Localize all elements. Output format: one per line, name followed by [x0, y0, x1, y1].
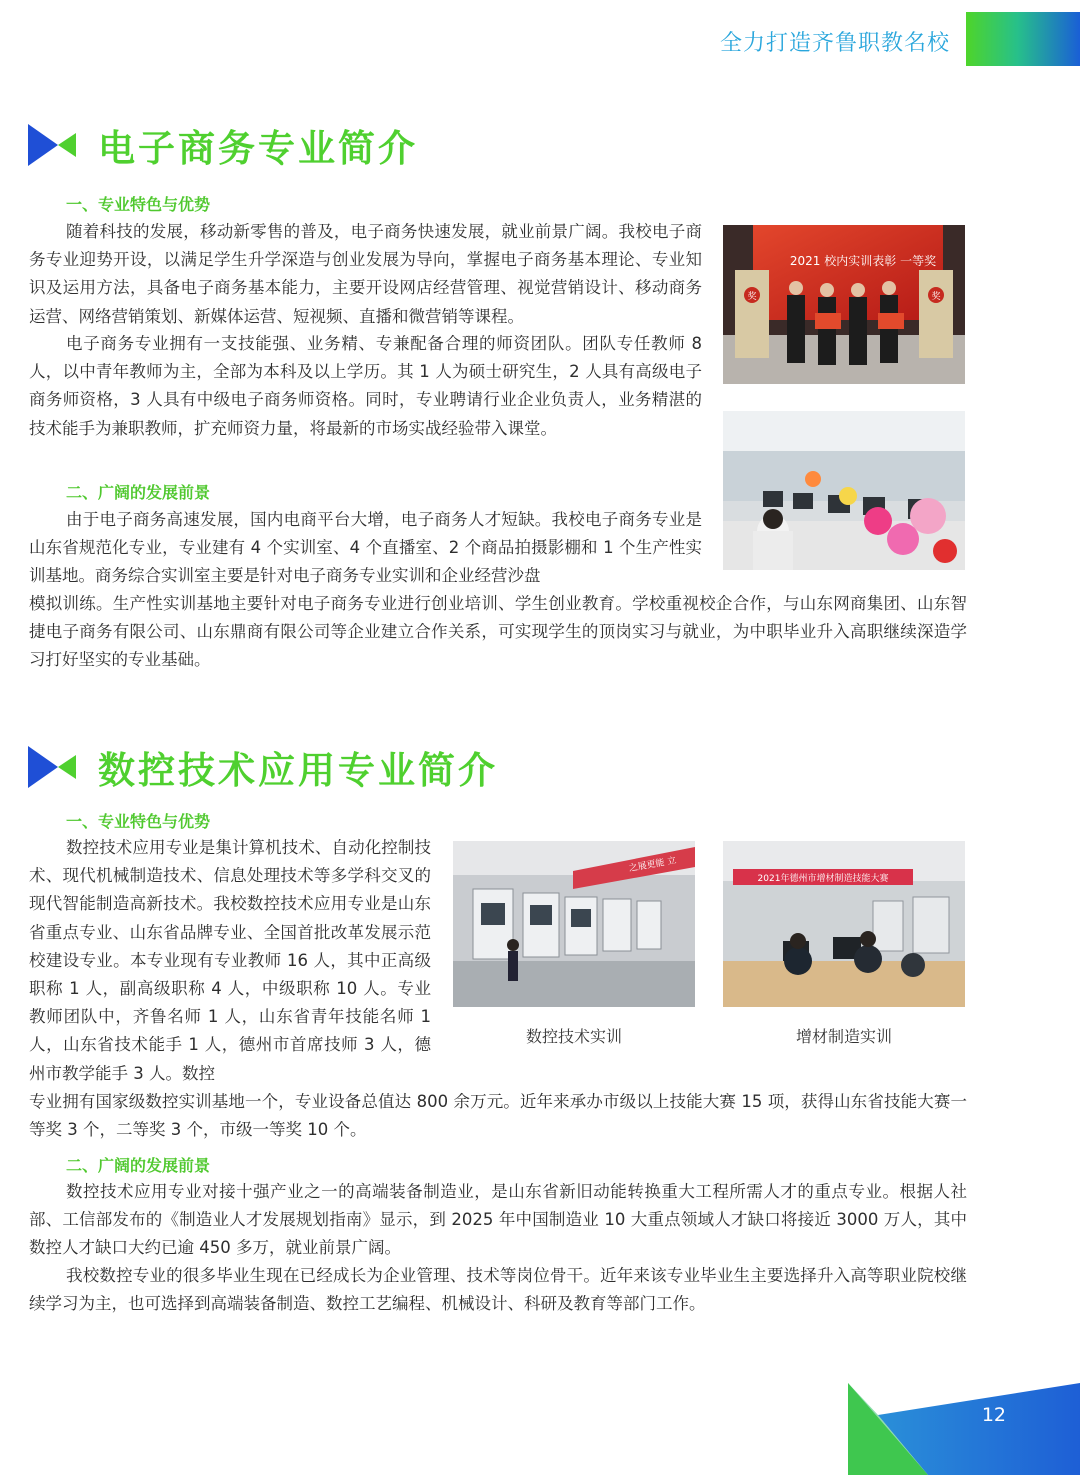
- page-number: 12: [981, 1404, 1006, 1426]
- paragraph: 我校数控专业的很多毕业生现在已经成长为企业管理、技术等岗位骨干。近年来该专业毕业生主要选择升入高等职业院校继续学习为主，也可选择到高端装备制造、数控工艺编程、机械设计、科研及教育等部门工作。: [29, 1266, 967, 1314]
- subheading-prospects: 二、广阔的发展前景: [66, 1156, 211, 1175]
- paragraph: 由于电子商务高速发展，国内电商平台大增，电子商务人才短缺。我校电子商务专业是山东省规范化专业，专业建有 4 个实训室、4 个直播室、2 个商品拍摄影棚和 1 个生产性实训基地。商务综合实训室主要是针对电子商务专业实训和企业经营沙盘: [29, 510, 702, 586]
- photo-caption: 增材制造实训: [795, 1027, 892, 1046]
- paragraph: 数控技术应用专业对接十强产业之一的高端装备制造业，是山东省新旧动能转换重大工程所需人才的重点专业。根据人社部、工信部发布的《制造业人才发展规划指南》显示，到 2025 年中国制造业 10 大重点领域人才缺口将接近 3000 万人，其中数控人才缺口大约已逾 450 多万，就业前景广阔。: [29, 1182, 967, 1258]
- subheading-features: 一、专业特色与优势: [66, 812, 211, 831]
- section-title-ecommerce: [28, 118, 418, 172]
- svg-text:2021 校内实训表彰 一等奖: 2021 校内实训表彰 一等奖: [789, 254, 937, 268]
- svg-text:2021年德州市增材制造技能大赛: 2021年德州市增材制造技能大赛: [757, 874, 889, 884]
- photo-award-ceremony: [723, 225, 965, 384]
- svg-text:奖: 奖: [747, 292, 757, 302]
- subheading-features: 一、专业特色与优势: [66, 195, 211, 214]
- play-arrow-icon: [28, 124, 76, 166]
- svg-text:之展更能 立: 之展更能 立: [628, 855, 678, 875]
- paragraph: 专业拥有国家级数控实训基地一个，专业设备总值达 800 余万元。近年来承办市级以上技能大赛 15 项，获得山东省技能大赛一等奖 3 个，二等奖 3 个，市级一等奖 10 个。: [29, 1092, 967, 1140]
- header-gradient-bar: [966, 12, 1080, 66]
- photo-caption: 数控技术实训: [525, 1027, 622, 1046]
- paragraph: 数控技术应用专业是集计算机技术、自动化控制技术、现代机械制造技术、信息处理技术等多学科交叉的现代智能制造高新技术。我校数控技术应用专业是山东省重点专业、山东省品牌专业、全国首批改革发展示范校建设专业。本专业现有专业教师 16 人，其中正高级职称 1 人，副高级职称 4 人，中级职称 10 人。专业教师团队中，齐鲁名师 1 人，山东省青年技能名师 1 人，山东省技术能手 1 人，德州市首席技师 3 人，德州市教学能手 3 人。数控: [29, 838, 431, 1083]
- play-arrow-icon: [28, 746, 76, 788]
- section-title-cnc: [28, 740, 498, 794]
- photo-training-classroom: [723, 411, 965, 570]
- subheading-prospects: 二、广阔的发展前景: [66, 483, 211, 502]
- photo-additive-manufacturing: [723, 841, 965, 1007]
- paragraph: 随着科技的发展，移动新零售的普及，电子商务快速发展，就业前景广阔。我校电子商务专业迎势开设，以满足学生升学深造与创业发展为导向，掌握电子商务基本理论、专业知识及运用方法，具备电子商务基本能力，主要开设网店经营管理、视觉营销设计、移动商务运营、网络营销策划、新媒体运营、短视频、直播和微营销等课程。: [29, 222, 702, 326]
- paragraph: 模拟训练。生产性实训基地主要针对电子商务专业进行创业培训、学生创业教育。学校重视校企合作，与山东网商集团、山东智捷电子商务有限公司、山东鼎商有限公司等企业建立合作关系，可实现学生的顶岗实习与就业，为中职毕业升入高职继续深造学习打好坚实的专业基础。: [29, 594, 967, 670]
- section-title-text: 电子商务专业简介: [98, 127, 418, 170]
- svg-text:奖: 奖: [931, 292, 941, 302]
- section-title-text: 数控技术应用专业简介: [98, 749, 498, 792]
- footer-corner-decoration: [848, 1383, 1080, 1475]
- photo-cnc-training: [453, 841, 695, 1007]
- header-slogan: 全力打造齐鲁职教名校: [719, 31, 950, 56]
- paragraph: 电子商务专业拥有一支技能强、业务精、专兼配备合理的师资团队。团队专任教师 8 人，以中青年教师为主，全部为本科及以上学历。其 1 人为硕士研究生，2 人具有高级电子商务师资格，3 人具有中级电子商务师资格。同时，专业聘请行业企业负责人，业务精湛的技术能手为兼职教师，扩充师资力量，将最新的市场实战经验带入课堂。: [29, 334, 702, 438]
